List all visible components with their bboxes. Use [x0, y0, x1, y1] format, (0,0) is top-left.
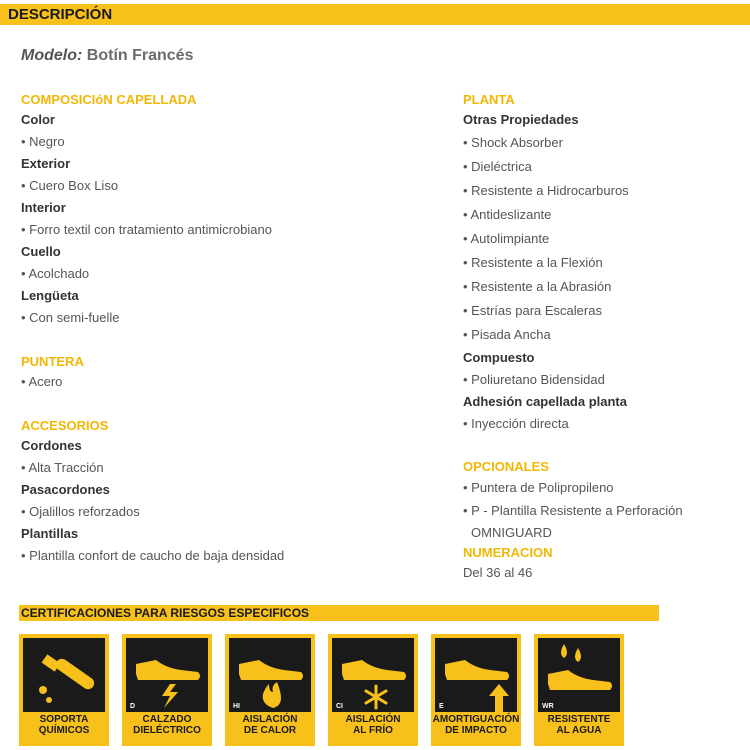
- cert-badges: [19, 634, 639, 746]
- group-name: Compuesto: [463, 350, 535, 365]
- list-item: • Plantilla confort de caucho de baja densidad: [21, 548, 285, 563]
- cold-icon: [332, 638, 414, 712]
- list-item: • Acero: [21, 374, 63, 389]
- group-name: Color: [21, 112, 55, 127]
- badge-label: AISLACIÓN DE CALOR: [242, 714, 298, 736]
- group-name: Plantillas: [21, 526, 79, 541]
- list-item: • Antideslizante: [463, 207, 552, 222]
- section-title-planta: PLANTA: [463, 92, 515, 107]
- list-item: • Autolimpiante: [463, 231, 550, 246]
- impact-icon: [435, 638, 517, 712]
- section-title-puntera: PUNTERA: [21, 354, 84, 369]
- header-title: DESCRIPCIÓN: [8, 6, 113, 23]
- list-item: • Pisada Ancha: [463, 327, 551, 342]
- section-title-numeracion: NUMERACION: [463, 545, 553, 560]
- badge-code: HI: [233, 703, 240, 710]
- section-title-accesorios: ACCESORIOS: [21, 418, 109, 433]
- list-item: • Puntera de Polipropileno: [463, 480, 614, 495]
- list-item: • Forro textil con tratamiento antimicrobiano: [21, 222, 272, 237]
- badge-chemical: [19, 634, 109, 746]
- badge-code: CI: [336, 703, 343, 710]
- numeracion-value: Del 36 al 46: [463, 565, 533, 580]
- badge-code: D: [130, 703, 136, 710]
- cert-bar: [19, 605, 659, 621]
- group-name: Lengüeta: [21, 288, 79, 303]
- group-name: Cuello: [21, 244, 61, 259]
- cert-title: CERTIFICACIONES PARA RIESGOS ESPECIFICOS: [21, 606, 310, 620]
- list-item: • Resistente a Hidrocarburos: [463, 183, 629, 198]
- list-item: • Con semi-fuelle: [21, 310, 120, 325]
- model-label: Modelo:: [21, 47, 83, 64]
- badge-dielectric-panel: [126, 638, 208, 712]
- list-item: • Poliuretano Bidensidad: [463, 372, 605, 387]
- left-column: [21, 91, 421, 567]
- badge-label: CALZADO DIELÉCTRICO: [133, 714, 201, 736]
- badge-cold: [328, 634, 418, 746]
- badge-label: SOPORTA QUÍMICOS: [38, 714, 90, 736]
- list-item: • Dieléctrica: [463, 159, 532, 174]
- list-item: • Ojalillos reforzados: [21, 504, 140, 519]
- list-item: OMNIGUARD: [471, 525, 552, 540]
- badge-impact: [431, 634, 521, 746]
- list-item: • Resistente a la Abrasión: [463, 279, 612, 294]
- badge-water: [534, 634, 624, 746]
- list-item: • P - Plantilla Resistente a Perforación: [463, 503, 683, 518]
- list-item: • Acolchado: [21, 266, 90, 281]
- list-item: • Inyección directa: [463, 416, 569, 431]
- header-bar: [0, 4, 750, 25]
- badge-heat-panel: [229, 638, 311, 712]
- model-line: [21, 47, 193, 65]
- model-value: Botín Francés: [86, 47, 194, 64]
- list-item: • Estrías para Escaleras: [463, 303, 602, 318]
- list-item: • Resistente a la Flexión: [463, 255, 603, 270]
- badge-water-panel: [538, 638, 620, 712]
- group-name: Cordones: [21, 438, 82, 453]
- badge-label: RESISTENTE AL AGUA: [547, 714, 611, 736]
- list-item: • Negro: [21, 134, 65, 149]
- section-title-composicion: COMPOSICIóN CAPELLADA: [21, 92, 197, 107]
- badge-heat: [225, 634, 315, 746]
- badge-cold-panel: [332, 638, 414, 712]
- badge-label: AMORTIGUACIÓN DE IMPACTO: [432, 714, 520, 736]
- section-title-opcionales: OPCIONALES: [463, 459, 549, 474]
- group-name: Pasacordones: [21, 482, 110, 497]
- dielectric-icon: [126, 638, 208, 712]
- badge-impact-panel: [435, 638, 517, 712]
- water-icon: [538, 638, 620, 712]
- badge-dielectric: [122, 634, 212, 746]
- badge-chemical-panel: [23, 638, 105, 712]
- badge-label: AISLACIÓN AL FRÍO: [345, 714, 401, 736]
- right-column: [463, 91, 748, 584]
- group-name: Exterior: [21, 156, 71, 171]
- group-name: Otras Propiedades: [463, 112, 579, 127]
- list-item: • Cuero Box Liso: [21, 178, 119, 193]
- badge-code: E: [439, 703, 444, 710]
- heat-icon: [229, 638, 311, 712]
- list-item: • Shock Absorber: [463, 135, 563, 150]
- group-name: Interior: [21, 200, 66, 215]
- group-name: Adhesión capellada planta: [463, 394, 627, 409]
- badge-code: WR: [542, 703, 554, 710]
- chemical-icon: [23, 638, 105, 712]
- list-item: • Alta Tracción: [21, 460, 104, 475]
